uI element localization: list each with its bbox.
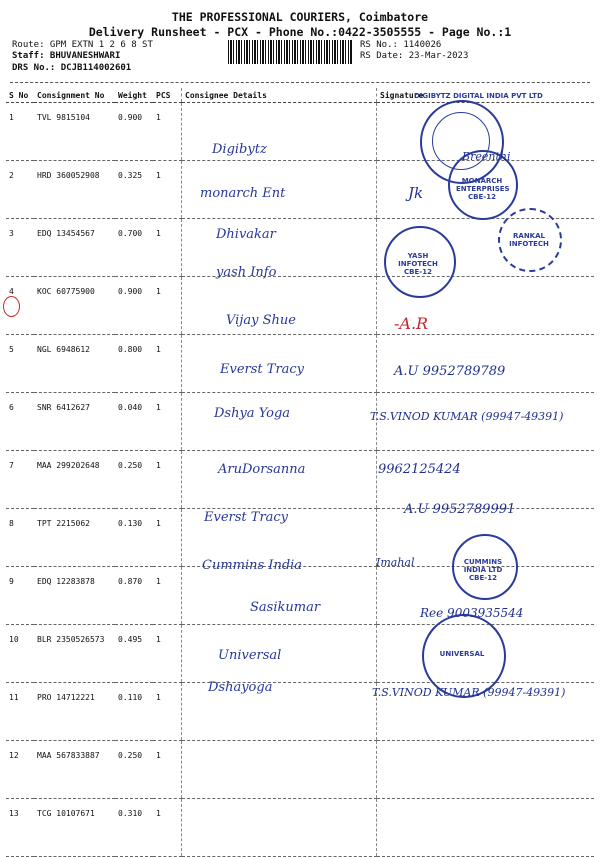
company-title: THE PROFESSIONAL COURIERS, Coimbatore: [171, 10, 429, 24]
pcs-cell: 1: [153, 103, 182, 161]
consignee-cell: [182, 393, 377, 451]
consignee-handwriting: Universal: [218, 648, 282, 663]
stamp-text: MONARCH ENTERPRISES CBE-12: [456, 177, 510, 201]
rs-date: RS Date: 23-Mar-2023: [360, 51, 469, 61]
consignee-handwriting: Dshayoga: [208, 680, 273, 695]
consignment-cell: MAA 567833887: [34, 741, 115, 799]
sno-cell: 13: [6, 799, 34, 857]
consignment-cell: EDQ 13454567: [34, 219, 115, 277]
weight-cell: 0.900: [115, 103, 153, 161]
weight-cell: 0.900: [115, 277, 153, 335]
weight-cell: 0.310: [115, 799, 153, 857]
pcs-cell: 1: [153, 219, 182, 277]
staff-text: Staff: BHUVANESHWARI: [12, 51, 121, 61]
weight-cell: 0.325: [115, 161, 153, 219]
consignment-cell: MAA 299202648: [34, 451, 115, 509]
table-row: [6, 741, 594, 799]
col-sno: S No: [6, 88, 34, 103]
pcs-cell: 1: [153, 741, 182, 799]
sno-cell: 3: [6, 219, 34, 277]
sno-cell: 12: [6, 741, 34, 799]
consignment-cell: EDQ 12283878: [34, 567, 115, 625]
pcs-cell: 1: [153, 567, 182, 625]
signature-handwriting: Breenthi: [462, 150, 511, 163]
rs-number: RS No.: 1140026: [360, 40, 442, 50]
weight-cell: 0.250: [115, 741, 153, 799]
runsheet-subtitle: Delivery Runsheet - PCX - Phone No.:0422-3505555 - Page No.:1: [88, 25, 512, 39]
consignee-handwriting: Vijay Shue: [226, 313, 296, 328]
pcs-cell: 1: [153, 625, 182, 683]
signature-handwriting: -A.R: [394, 314, 429, 333]
signature-cell: [377, 799, 595, 857]
consignment-cell: KOC 60775900: [34, 277, 115, 335]
consignee-handwriting: Cummins India: [202, 558, 303, 573]
sno-cell: 11: [6, 683, 34, 741]
sno-cell: 8: [6, 509, 34, 567]
stamp-text: CUMMINS INDIA LTD CBE-12: [463, 558, 503, 582]
route-text: Route: GPM EXTN 1 2 6 8 ST: [12, 40, 153, 50]
consignee-handwriting: Everst Tracy: [220, 362, 305, 377]
pcs-cell: 1: [153, 509, 182, 567]
consignee-cell: [182, 219, 377, 277]
stamp-text: RANKAL INFOTECH: [509, 232, 549, 248]
table-row: [6, 451, 594, 509]
weight-cell: 0.700: [115, 219, 153, 277]
signature-handwriting: A.U 9952789991: [404, 502, 516, 517]
consignee-handwriting: AruDorsanna: [218, 462, 306, 477]
consignee-cell: [182, 451, 377, 509]
barcode-graphic: [228, 40, 352, 64]
pcs-cell: 1: [153, 799, 182, 857]
consignment-cell: TCG 10107671: [34, 799, 115, 857]
col-signature: Signature: [377, 88, 595, 103]
consignee-handwriting: monarch Ent: [200, 186, 286, 201]
sno-cell: 9: [6, 567, 34, 625]
col-consignment: Consignment No: [34, 88, 115, 103]
consignee-cell: [182, 799, 377, 857]
signature-handwriting: A.U 9952789789: [394, 364, 506, 379]
pcs-cell: 1: [153, 393, 182, 451]
consignment-cell: NGL 6948612: [34, 335, 115, 393]
signature-handwriting: 9962125424: [378, 462, 461, 477]
table-row: [6, 277, 594, 335]
weight-cell: 0.495: [115, 625, 153, 683]
pcs-cell: 1: [153, 277, 182, 335]
col-pcs: PCS: [153, 88, 182, 103]
consignee-cell: [182, 567, 377, 625]
signature-cell: [377, 741, 595, 799]
signature-handwriting: T.S.VINOD KUMAR (99947-49391): [370, 410, 564, 423]
signature-handwriting: Imahal: [376, 556, 415, 569]
pcs-cell: 1: [153, 335, 182, 393]
consignment-cell: TVL 9815104: [34, 103, 115, 161]
sno-cell: 6: [6, 393, 34, 451]
sno-cell: 7: [6, 451, 34, 509]
col-weight: Weight: [115, 88, 153, 103]
drs-number: DRS No.: DCJB114002601: [12, 63, 132, 73]
consignment-cell: BLR 2350526573: [34, 625, 115, 683]
col-consignee: Consignee Details: [182, 88, 377, 103]
consignment-cell: HRD 360052908: [34, 161, 115, 219]
sno-cell: 4: [6, 277, 34, 335]
signature-handwriting: Jk: [408, 184, 424, 202]
table-row: [6, 799, 594, 857]
consignee-handwriting: Sasikumar: [250, 600, 321, 615]
sno-cell: 1: [6, 103, 34, 161]
sno-cell: 2: [6, 161, 34, 219]
weight-cell: 0.250: [115, 451, 153, 509]
header-divider: [10, 82, 590, 83]
consignee-cell: [182, 103, 377, 161]
signature-handwriting: T.S.VINOD KUMAR (99947-49391): [372, 686, 566, 699]
sno-cell: 10: [6, 625, 34, 683]
signature-cell: [377, 451, 595, 509]
consignment-cell: PRO 14712221: [34, 683, 115, 741]
pcs-cell: 1: [153, 161, 182, 219]
consignee-handwriting: Digibytz: [212, 142, 267, 157]
consignee-handwriting: Everst Tracy: [204, 510, 289, 525]
pcs-cell: 1: [153, 683, 182, 741]
weight-cell: 0.130: [115, 509, 153, 567]
stamp-text: YASH INFOTECH CBE-12: [398, 252, 438, 276]
sno-cell: 5: [6, 335, 34, 393]
stamp-text: DIGIBYTZ DIGITAL INDIA PVT LTD: [414, 92, 543, 100]
consignee-handwriting: Dhivakar: [216, 227, 276, 242]
consignee-cell: [182, 741, 377, 799]
weight-cell: 0.110: [115, 683, 153, 741]
pcs-cell: 1: [153, 451, 182, 509]
consignee-handwriting: Dshya Yoga: [214, 406, 291, 421]
consignee-handwriting: yash Info: [216, 265, 277, 280]
stamp-text: UNIVERSAL: [439, 650, 485, 658]
signature-handwriting: Ree 9003935544: [420, 606, 524, 620]
consignment-cell: SNR 6412627: [34, 393, 115, 451]
consignment-cell: TPT 2215062: [34, 509, 115, 567]
weight-cell: 0.800: [115, 335, 153, 393]
weight-cell: 0.040: [115, 393, 153, 451]
weight-cell: 0.870: [115, 567, 153, 625]
row5-circle-mark: [3, 296, 20, 317]
